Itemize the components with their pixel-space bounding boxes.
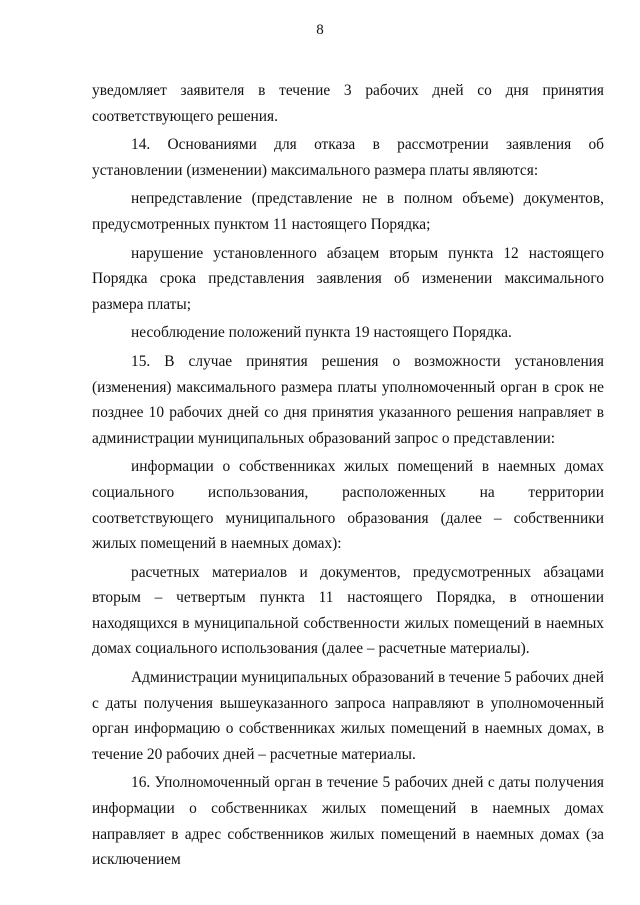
paragraph: 14. Основаниями для отказа в рассмотрении заявления об установлении (изменении) максимального размера платы являются: (92, 136, 604, 179)
paragraph: уведомляет заявителя в течение 3 рабочих дней со дня принятия соответствующего решения. (92, 82, 604, 125)
paragraph-continued: 16. Уполномоченный орган в течение 5 рабочих дней с даты получения информации о собственниках жилых помещений в наемных домах направляет в адрес собственников жилых помещений в наемных домах (за исключением (92, 774, 604, 869)
document-body (92, 78, 604, 873)
page-number: 8 (316, 22, 324, 38)
paragraph: расчетных материалов и документов, предусмотренных абзацами вторым – четвертым пункта 11 настоящего Порядка, в отношении находящихся в муниципальной собственности жилых помещений в наемных домах социального использования (далее – расчетные материалы). (92, 563, 604, 658)
paragraph: нарушение установленного абзацем вторым пункта 12 настоящего Порядка срока представления заявления об изменении максимального размера платы; (92, 244, 604, 313)
paragraph: 15. В случае принятия решения о возможности установления (изменения) максимального размера платы уполномоченный орган в срок не позднее 10 рабочих дней со дня принятия указанного решения направляет в администрации муниципальных образований запрос о представлении: (92, 352, 604, 447)
paragraph: Администрации муниципальных образований в течение 5 рабочих дней с даты получения вышеуказанного запроса направляют в уполномоченный орган информацию о собственниках жилых помещений в наемных домах, в течение 20 рабочих дней – расчетные материалы. (92, 669, 604, 763)
paragraph: несоблюдение положений пункта 19 настоящего Порядка. (131, 324, 512, 342)
paragraph: информации о собственниках жилых помещений в наемных домах социального использования, расположенных на территории соответствующего муниципального образования (далее – собственники жилых помещений в наемных домах): (92, 458, 604, 553)
paragraph: непредставление (представление не в полном объеме) документов, предусмотренных пунктом 11 настоящего Порядка; (92, 190, 604, 233)
